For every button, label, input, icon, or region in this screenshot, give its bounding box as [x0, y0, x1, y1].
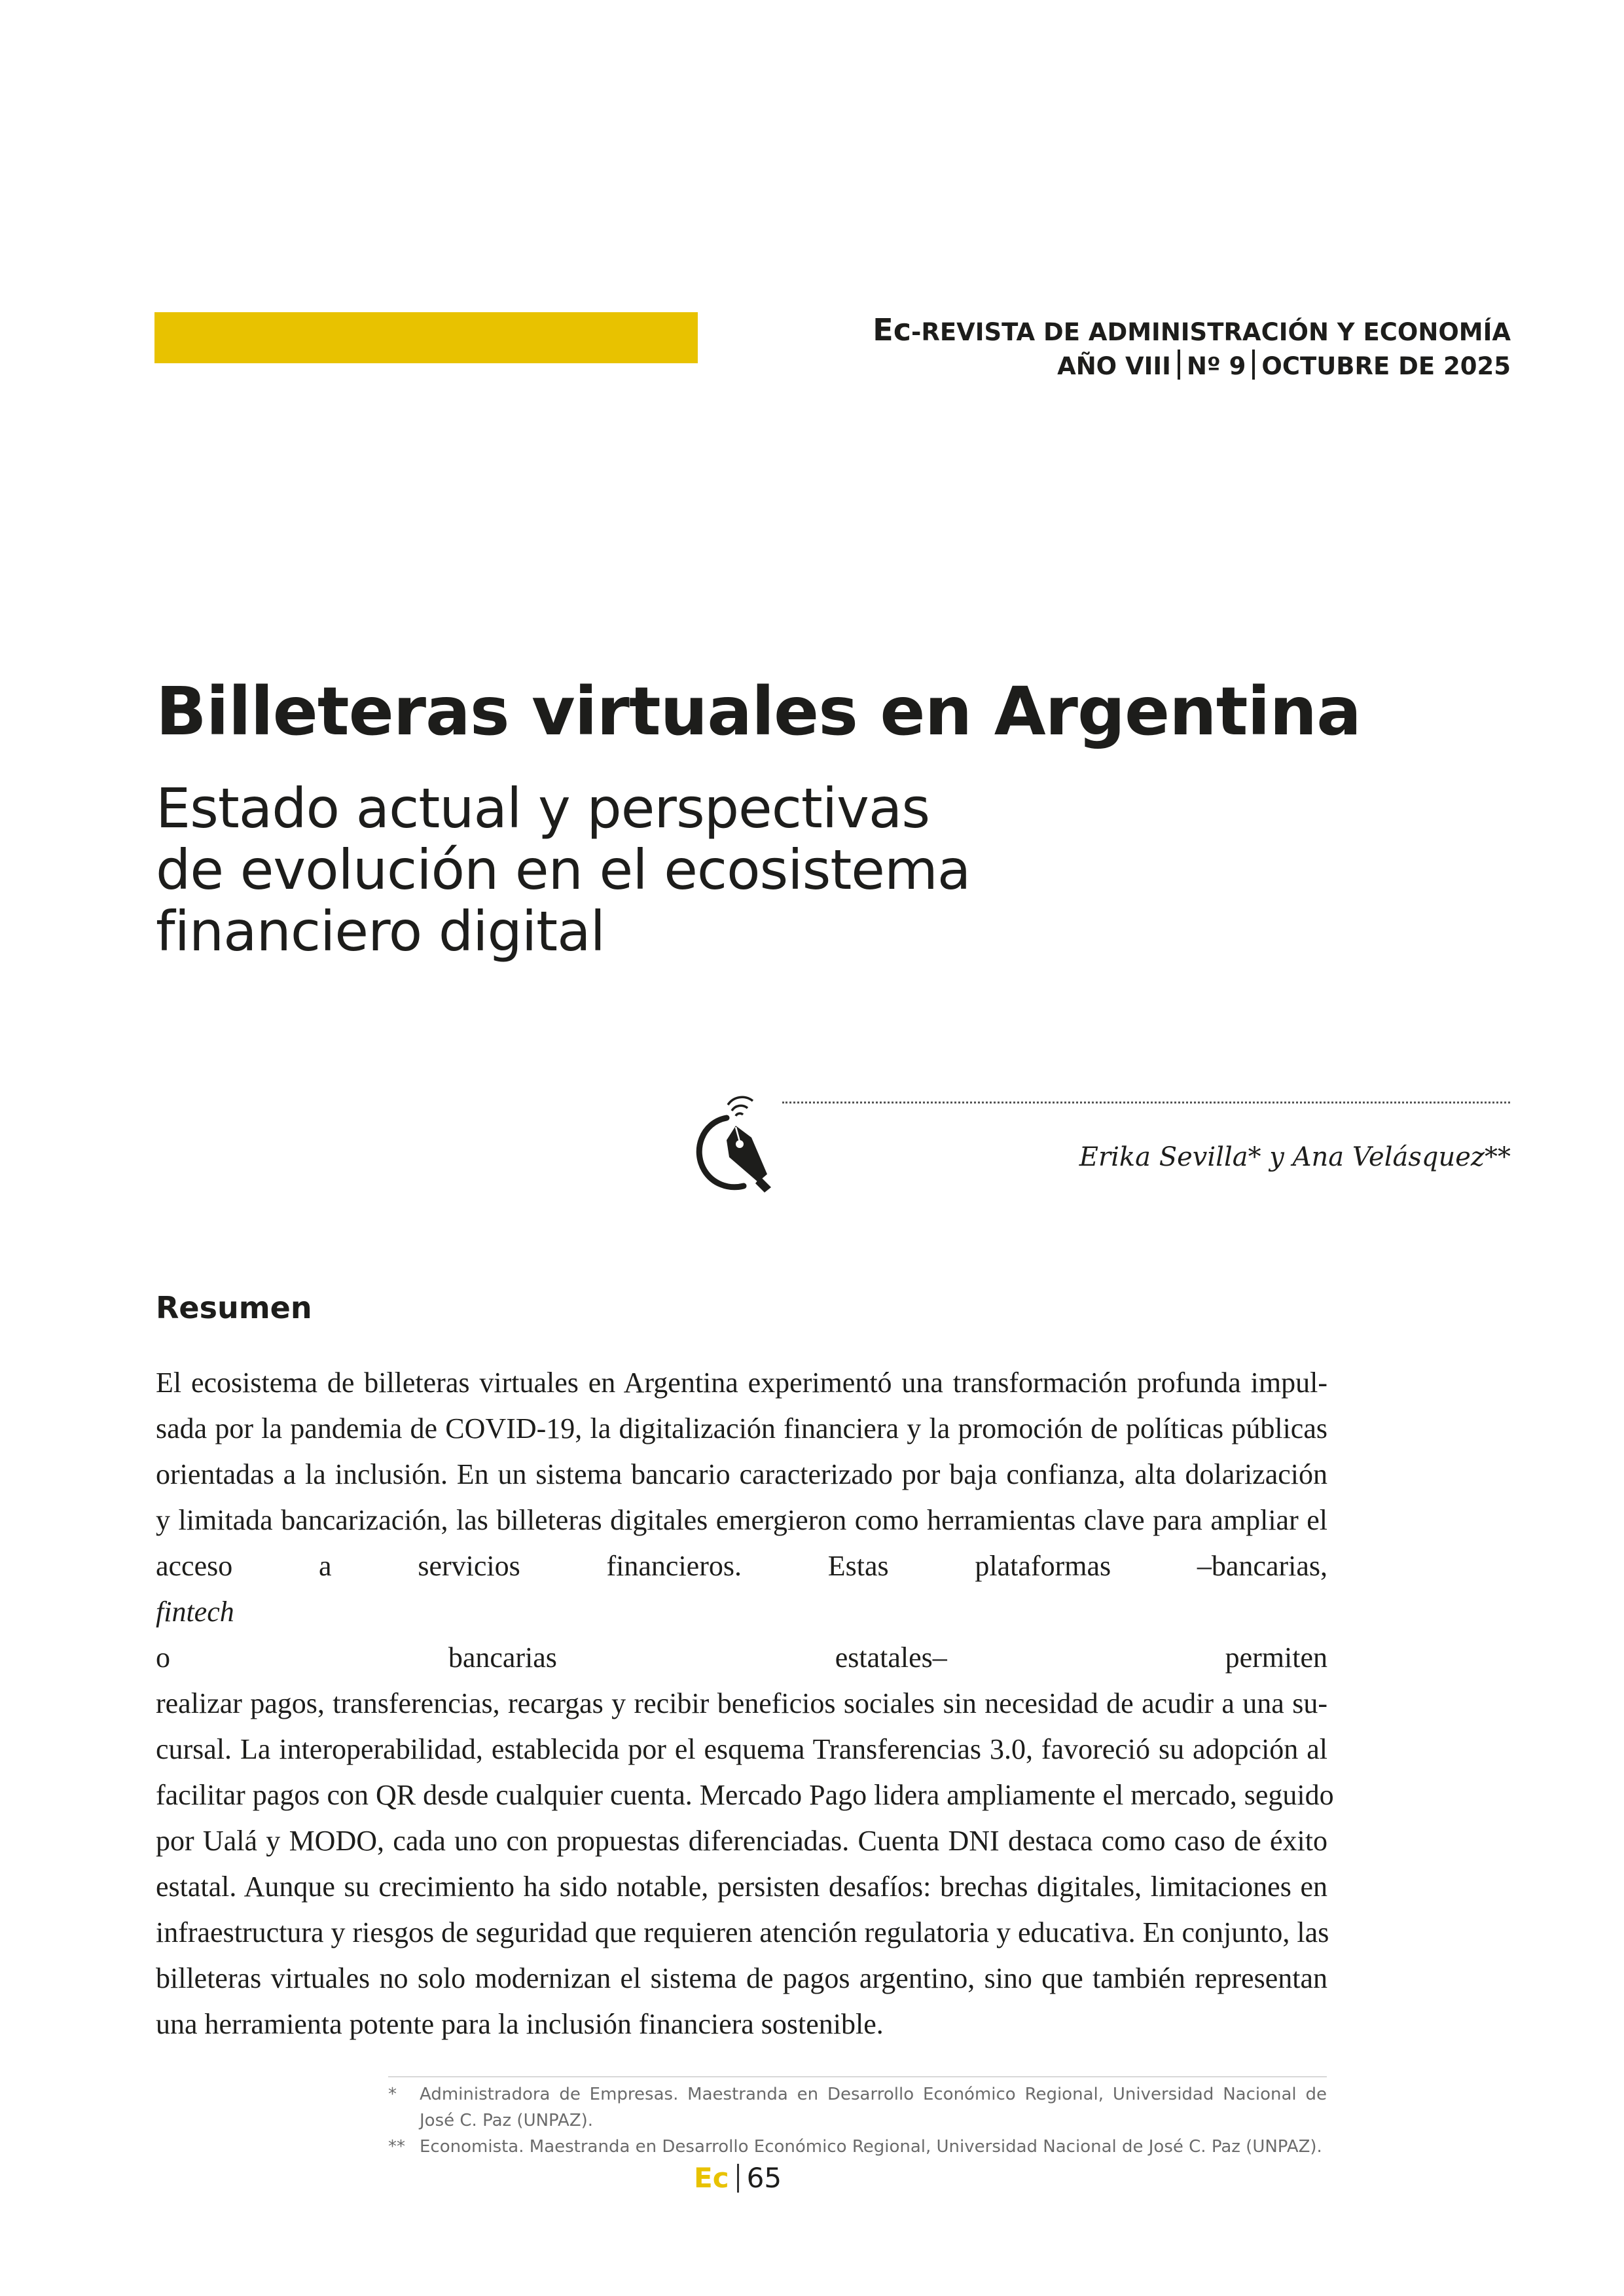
abstract-line: cursal. La interoperabilidad, establecida por el esquema Transferencias 3.0, favoreció su adopción al: [156, 1733, 1327, 1765]
author-divider: [782, 1102, 1510, 1103]
issue-separator: [1252, 350, 1255, 380]
abstract-line: por Ualá y MODO, cada uno con propuestas diferenciadas. Cuenta DNI destaca como caso de éxito: [156, 1825, 1327, 1857]
folio-separator: [737, 2164, 739, 2193]
abstract-segment: acceso a servicios financieros. Estas plataformas –bancarias,: [156, 1550, 1327, 1582]
article-subtitle: [156, 778, 1269, 962]
abstract-line: y limitada bancarización, las billeteras digitales emergieron como herramientas clave para ampliar el: [156, 1504, 1327, 1536]
footnote-author-1: [388, 2081, 1327, 2134]
journal-year: AÑO VIII: [1057, 352, 1171, 380]
footnote-divider: [388, 2076, 1327, 2077]
footnote-mark: **: [388, 2137, 405, 2157]
page-number: 65: [746, 2162, 782, 2194]
journal-name-line: [873, 313, 1511, 350]
footnotes: [388, 2081, 1327, 2160]
abstract-line: El ecosistema de billeteras virtuales en Argentina experimentó una transformación profunda impul-: [156, 1367, 1327, 1399]
abstract-line: estatal. Aunque su crecimiento ha sido notable, persisten desafíos: brechas digitales, limitaciones en: [156, 1871, 1327, 1903]
journal-prefix: Ec: [873, 312, 911, 348]
journal-header: [873, 313, 1511, 384]
footnote-text: Economista. Maestranda en Desarrollo Económico Regional, Universidad Nacional de José C. Paz (UNPAZ).: [420, 2137, 1322, 2157]
footnote-author-2: [388, 2134, 1327, 2160]
abstract-line: una herramienta potente para la inclusión financiera sostenible.: [156, 2008, 884, 2040]
article-authors: Erika Sevilla* y Ana Velásquez**: [1079, 1142, 1511, 1172]
abstract-heading: Resumen: [156, 1290, 312, 1325]
folio-prefix: Ec: [694, 2162, 729, 2194]
abstract-line: billeteras virtuales no solo modernizan el sistema de pagos argentino, sino que también representan: [156, 1962, 1327, 1994]
journal-issue: Nº 9: [1186, 352, 1246, 380]
abstract-line: sada por la pandemia de COVID-19, la digitalización financiera y la promoción de políticas públicas: [156, 1412, 1327, 1444]
footnote-text: Administradora de Empresas. Maestranda en Desarrollo Económico Regional, Universidad Nacional de: [420, 2085, 1327, 2104]
journal-date: OCTUBRE DE 2025: [1261, 352, 1511, 380]
subtitle-line: de evolución en el ecosistema: [156, 838, 971, 902]
issue-separator: [1178, 350, 1180, 380]
abstract-line: infraestructura y riesgos de seguridad que requieren atención regulatoria y educativa. En conjunto, las: [156, 1916, 1329, 1948]
footnote-mark: *: [388, 2085, 397, 2104]
abstract-line: realizar pagos, transferencias, recargas y recibir beneficios sociales sin necesidad de acudir a una su-: [156, 1687, 1327, 1719]
header-accent-bar: [154, 312, 698, 363]
subtitle-line: financiero digital: [156, 899, 605, 963]
abstract-body: [156, 1360, 1334, 2047]
subtitle-line: Estado actual y perspectivas: [156, 776, 930, 840]
abstract-line: facilitar pagos con QR desde cualquier cuenta. Mercado Pago lidera ampliamente el mercado, seguido: [156, 1779, 1334, 1811]
pen-nib-signal-icon: [687, 1093, 785, 1198]
journal-issue-line: [873, 350, 1511, 384]
fintech-term: fintech: [156, 1596, 234, 1628]
abstract-line: [156, 1543, 1327, 1681]
abstract-line: orientadas a la inclusión. En un sistema bancario caracterizado por baja confianza, alta dolarización: [156, 1458, 1327, 1490]
journal-name: -REVISTA DE ADMINISTRACIÓN Y ECONOMÍA: [911, 318, 1511, 346]
page-folio: [694, 2160, 782, 2197]
abstract-segment: o bancarias estatales– permiten: [156, 1641, 1327, 1674]
footnote-text: José C. Paz (UNPAZ).: [420, 2111, 594, 2130]
article-title: Billeteras virtuales en Argentina: [156, 673, 1361, 751]
